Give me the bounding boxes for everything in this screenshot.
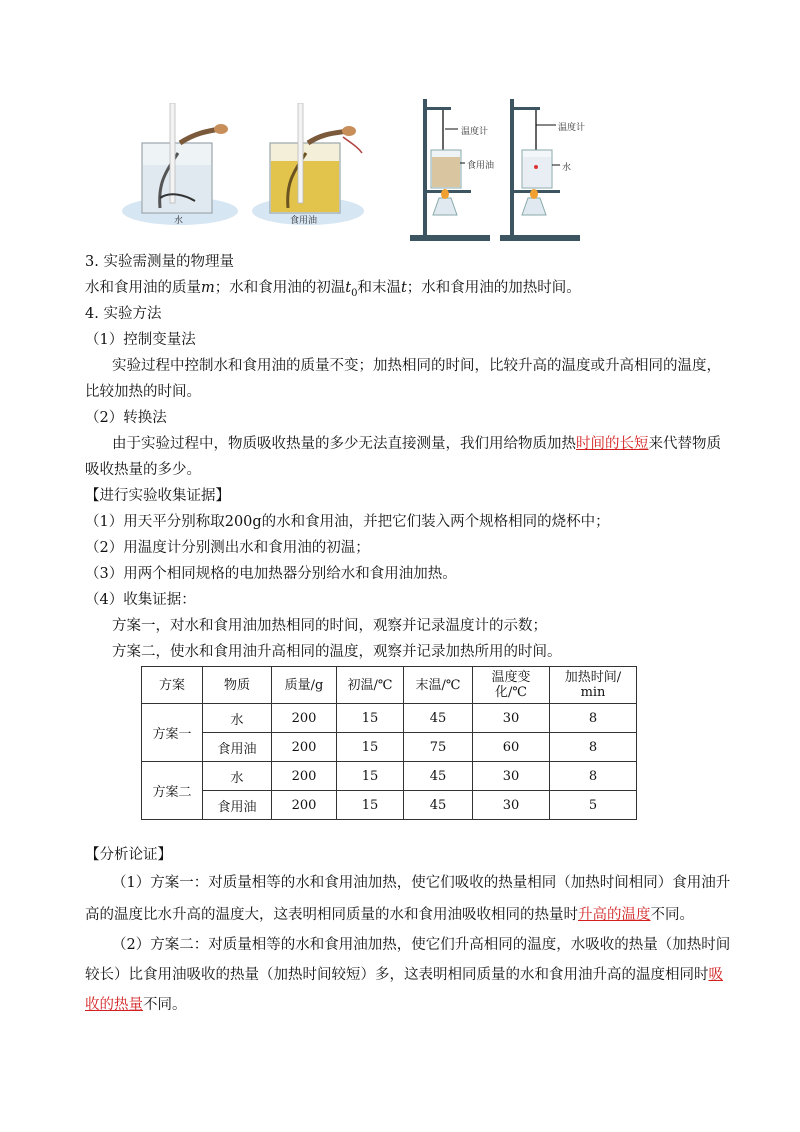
- table-cell: 30: [473, 791, 550, 820]
- analysis-p1-line1: （1）方案一：对质量相等的水和食用油加热，使它们吸收的热量相同（加热时间相同）食用油升: [112, 875, 731, 891]
- text-span: ；水和食用油的加热时间。: [406, 280, 581, 296]
- right-thermometer-label: 温度计: [558, 123, 586, 133]
- header-cell: 初温/℃: [337, 667, 404, 704]
- header-cell: [473, 667, 550, 704]
- table-cell: 200: [272, 762, 337, 791]
- table-cell: 15: [337, 704, 404, 733]
- text-span: 不同。: [650, 907, 694, 923]
- group-cell: 方案一: [142, 704, 203, 762]
- collect-plan2: 方案二，使水和食用油升高相同的温度，观察并记录加热所用的时间。: [112, 644, 562, 660]
- table-row: [142, 704, 637, 733]
- table-cell: 食用油: [203, 733, 272, 762]
- table-cell: 15: [337, 762, 404, 791]
- table-cell: 8: [550, 733, 637, 762]
- water-beaker-photo: [120, 103, 240, 228]
- text-span: 来代替物质: [648, 436, 721, 452]
- method2-line2: 吸收热量的多少。: [85, 462, 201, 478]
- data-table: [141, 666, 637, 820]
- method1-title: （1）控制变量法: [85, 332, 196, 348]
- header-cell: 质量/g: [272, 667, 337, 704]
- text-span: 较长）比食用油吸收的热量（加热时间较短）多，这表明相同质量的水和食用油升高的温度相同时: [85, 967, 709, 983]
- header-line: 温度变: [491, 670, 531, 685]
- table-cell: 200: [272, 791, 337, 820]
- table-cell: 200: [272, 733, 337, 762]
- table-cell: 75: [404, 733, 473, 762]
- highlight-text: 收的热量: [85, 997, 143, 1013]
- header-line: min: [580, 685, 606, 700]
- table-row: [142, 791, 637, 820]
- header-line: 化/℃: [495, 685, 527, 700]
- method1-line2: 比较加热的时间。: [85, 384, 201, 400]
- table-cell: 8: [550, 762, 637, 791]
- header-line: 加热时间/: [564, 670, 622, 685]
- section4-heading: 4. 实验方法: [85, 306, 162, 322]
- text-span: 不同。: [143, 997, 187, 1013]
- oil-beaker-label: 食用油: [290, 216, 318, 226]
- header-cell: [550, 667, 637, 704]
- table-cell: 15: [337, 733, 404, 762]
- table-cell: 45: [404, 762, 473, 791]
- text-span: 水和食用油的质量: [85, 280, 201, 296]
- collect-step2: （2）用温度计分别测出水和食用油的初温；: [85, 540, 370, 556]
- text-span: 高的温度比水升高的温度大，这表明相同质量的水和食用油吸收相同的热量时: [85, 907, 578, 923]
- method2-title: （2）转换法: [85, 410, 167, 426]
- highlight-text: 吸: [708, 967, 723, 983]
- table-cell: 200: [272, 704, 337, 733]
- highlight-text: 升高的温度: [578, 907, 651, 923]
- collect-heading: 【进行实验收集证据】: [85, 488, 230, 504]
- table-header-row: [142, 667, 637, 704]
- text-span: 由于实验过程中，物质吸收热量的多少无法直接测量，我们用给物质加热: [112, 436, 576, 452]
- oil-heating-apparatus: [405, 95, 505, 245]
- table-cell: 水: [203, 704, 272, 733]
- header-cell: 物质: [203, 667, 272, 704]
- group-cell: 方案二: [142, 762, 203, 820]
- water-heating-apparatus: [500, 95, 600, 245]
- oil-beaker-photo: [248, 103, 368, 228]
- var-t0: t: [345, 280, 352, 296]
- method1-line1: 实验过程中控制水和食用油的质量不变；加热相同的时间，比较升高的温度或升高相同的温度，: [112, 358, 721, 374]
- left-liquid-label: 食用油: [467, 161, 495, 171]
- analysis-p2-line2: [85, 962, 723, 988]
- table-cell: 5: [550, 791, 637, 820]
- section3-heading: 3. 实验需测量的物理量: [85, 254, 234, 270]
- analysis-p2-line1: （2）方案二：对质量相等的水和食用油加热，使它们升高相同的温度，水吸收的热量（加热时间: [112, 937, 731, 953]
- table-cell: 15: [337, 791, 404, 820]
- table-cell: 30: [473, 704, 550, 733]
- experiment-figures: [0, 85, 800, 250]
- table-row: [142, 762, 637, 791]
- water-beaker-label: 水: [174, 216, 184, 226]
- text-span: 和末温: [357, 280, 401, 296]
- header-cell: 方案: [142, 667, 203, 704]
- highlight-text: 时间的长短: [576, 436, 649, 452]
- collect-plan1: 方案一，对水和食用油加热相同的时间，观察并记录温度计的示数；: [112, 618, 547, 634]
- var-t: t: [400, 280, 407, 296]
- table-cell: 8: [550, 704, 637, 733]
- analysis-heading: 【分析论证】: [85, 847, 172, 863]
- table-cell: 45: [404, 704, 473, 733]
- table-cell: 食用油: [203, 791, 272, 820]
- collect-step3: （3）用两个相同规格的电加热器分别给水和食用油加热。: [85, 566, 457, 582]
- method2-line1: [112, 431, 720, 457]
- collect-step4: （4）收集证据：: [85, 592, 196, 608]
- analysis-p2-line3: [85, 992, 720, 1018]
- table-cell: 水: [203, 762, 272, 791]
- right-liquid-label: 水: [562, 163, 572, 173]
- left-thermometer-label: 温度计: [461, 127, 489, 137]
- var-m: m: [201, 280, 215, 296]
- analysis-p1-line2: [85, 902, 720, 928]
- collect-step1: （1）用天平分别称取200g的水和食用油，并把它们装入两个规格相同的烧杯中；: [85, 514, 610, 530]
- text-span: ；水和食用油的初温: [214, 280, 346, 296]
- table-row: [142, 733, 637, 762]
- var-t0-subscript: 0: [351, 287, 358, 299]
- table-cell: 60: [473, 733, 550, 762]
- header-cell: 末温/℃: [404, 667, 473, 704]
- table-cell: 30: [473, 762, 550, 791]
- table-cell: 45: [404, 791, 473, 820]
